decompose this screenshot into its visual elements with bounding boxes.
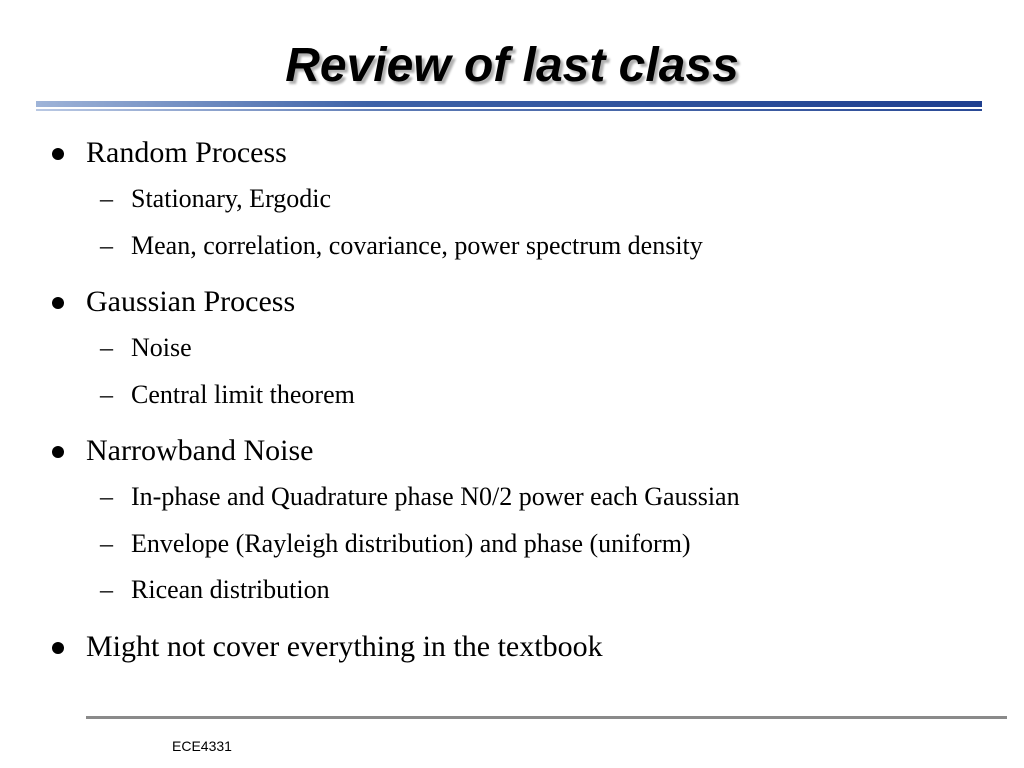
- sub-bullet-item: [100, 332, 192, 364]
- bullet-item: [86, 629, 603, 665]
- sub-bullet-text: Envelope (Rayleigh distribution) and phase (uniform): [131, 529, 691, 558]
- bullet-text: Random Process: [86, 136, 287, 169]
- sub-bullet-text: Stationary, Ergodic: [131, 184, 332, 213]
- dash-icon: –: [100, 380, 113, 409]
- bullet-dot-icon: [52, 446, 64, 458]
- bullet-dot-icon: [52, 642, 64, 654]
- slide-title: Review of last class: [285, 39, 739, 92]
- sub-bullet-item: [100, 230, 703, 262]
- sub-bullet-text: Central limit theorem: [131, 380, 355, 409]
- dash-icon: –: [100, 184, 113, 213]
- footer-course-code: ECE4331: [172, 738, 232, 754]
- dash-icon: –: [100, 333, 113, 362]
- bullet-item: [86, 284, 295, 320]
- dash-icon: –: [100, 529, 113, 558]
- bullet-item: [86, 135, 287, 171]
- sub-bullet-item: [100, 481, 740, 513]
- sub-bullet-item: [100, 183, 332, 215]
- dash-icon: –: [100, 482, 113, 511]
- bullet-text: Might not cover everything in the textbook: [86, 630, 603, 663]
- bullet-text: Narrowband Noise: [86, 434, 314, 467]
- sub-bullet-item: [100, 528, 691, 560]
- bullet-text: Gaussian Process: [86, 285, 296, 318]
- bullet-dot-icon: [52, 148, 64, 160]
- bullet-item: [86, 433, 313, 469]
- sub-bullet-text: Noise: [131, 333, 192, 362]
- dash-icon: –: [100, 231, 113, 260]
- sub-bullet-text: In-phase and Quadrature phase N0/2 power each Gaussian: [131, 482, 740, 511]
- dash-icon: –: [100, 575, 113, 604]
- sub-bullet-text: Mean, correlation, covariance, power spectrum density: [131, 231, 703, 260]
- footer-divider: [86, 716, 1007, 719]
- sub-bullet-item: [100, 574, 330, 606]
- bullet-dot-icon: [52, 297, 64, 309]
- sub-bullet-text: Ricean distribution: [131, 575, 330, 604]
- sub-bullet-item: [100, 379, 355, 411]
